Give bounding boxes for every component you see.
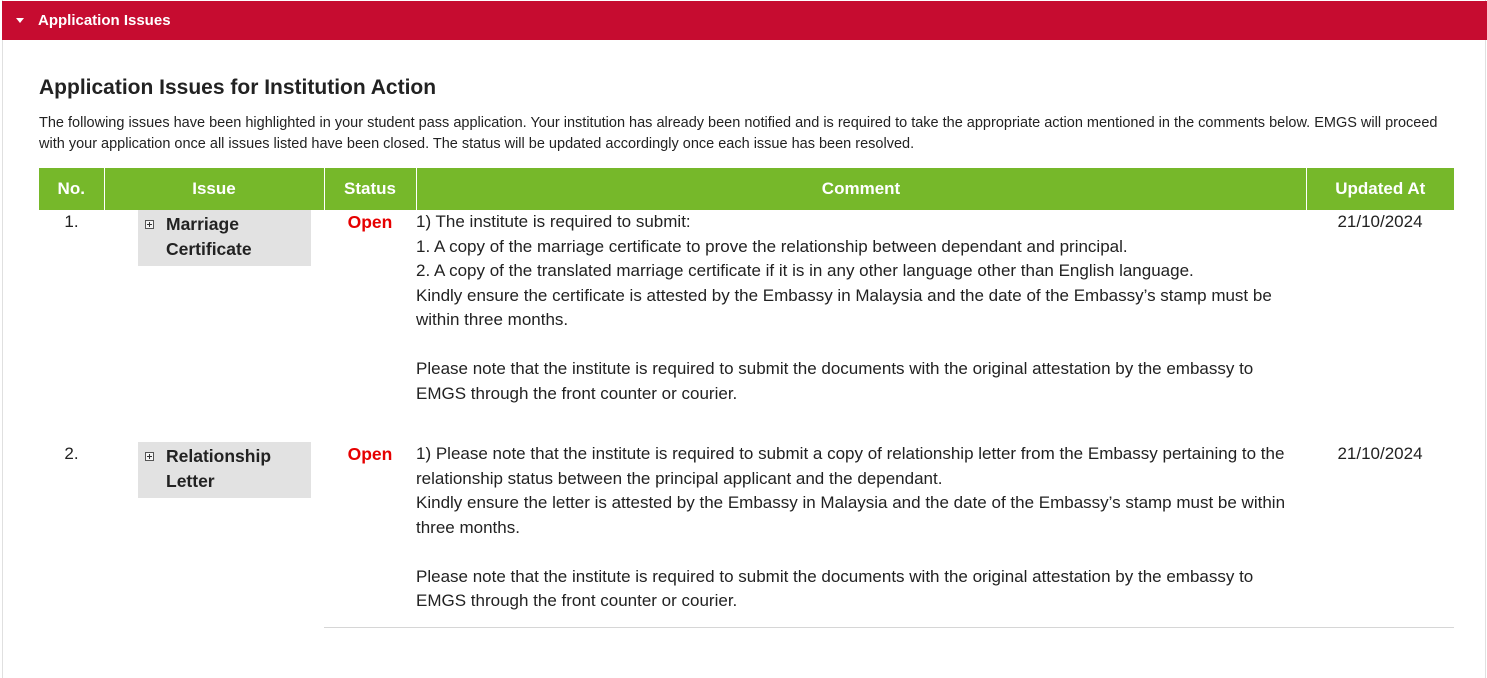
application-issues-accordion[interactable] bbox=[2, 1, 1487, 40]
column-header-updated-at: Updated At bbox=[1306, 168, 1454, 210]
table-row bbox=[39, 442, 1454, 614]
column-header-issue: Issue bbox=[104, 168, 324, 210]
table-row bbox=[39, 210, 1454, 442]
status-badge: Open bbox=[347, 212, 393, 232]
column-header-comment: Comment bbox=[416, 168, 1306, 210]
comment-cell bbox=[416, 442, 1306, 614]
row-number: 1. bbox=[64, 212, 79, 231]
comment-line: 1) Please note that the institute is required to submit a copy of relationship letter from the Embassy pertaining to the relationship status between the principal applicant and the dependant. bbox=[416, 444, 1285, 488]
comment-spacer bbox=[416, 333, 1306, 358]
comment-line: 2. A copy of the translated marriage certificate if it is in any other language other than English language. bbox=[416, 261, 1194, 280]
row-number: 2. bbox=[64, 444, 79, 463]
section-title: Application Issues for Institution Action bbox=[39, 76, 437, 99]
plus-square-icon bbox=[145, 220, 154, 229]
comment-cell bbox=[416, 210, 1306, 442]
column-header-status: Status bbox=[324, 168, 416, 210]
issue-toggle-marriage-certificate[interactable] bbox=[138, 210, 311, 266]
table-header-row bbox=[39, 168, 1454, 210]
section-description: The following issues have been highlighted in your student pass application. Your institution has already been notified and is required to take the appropriate action mentioned in the comments below. EMGS will proceed with your application once all issues listed have been closed. The status will be updated accordingly once each issue has been resolved. bbox=[39, 115, 1438, 152]
updated-at: 21/10/2024 bbox=[1337, 212, 1423, 231]
accordion-label: Application Issues bbox=[38, 12, 171, 29]
plus-square-icon bbox=[145, 452, 154, 461]
issue-title bbox=[166, 212, 252, 262]
caret-down-icon bbox=[16, 18, 24, 23]
issues-table bbox=[39, 168, 1454, 614]
comment-line: 1) The institute is required to submit: bbox=[416, 212, 691, 231]
comment-line: Kindly ensure the letter is attested by the Embassy in Malaysia and the date of the Embassy’s stamp must be within three months. bbox=[416, 493, 1286, 537]
issue-title-line: Letter bbox=[166, 471, 215, 491]
issue-title-line: Marriage bbox=[166, 214, 239, 234]
comment-line: Please note that the institute is required to submit the documents with the original attestation by the embassy to EMGS through the front counter or courier. bbox=[416, 359, 1254, 403]
issue-title-line: Certificate bbox=[166, 239, 252, 259]
column-header-no: No. bbox=[39, 168, 104, 210]
issue-title bbox=[166, 444, 271, 494]
comment-spacer bbox=[416, 540, 1306, 565]
issue-toggle-relationship-letter[interactable] bbox=[138, 442, 311, 498]
issue-title-line: Relationship bbox=[166, 446, 272, 466]
comment-line: Kindly ensure the certificate is attested by the Embassy in Malaysia and the date of the Embassy’s stamp must be within three months. bbox=[416, 285, 1272, 329]
table-bottom-divider bbox=[324, 627, 1454, 628]
comment-line: Please note that the institute is required to submit the documents with the original attestation by the embassy to EMGS through the front counter or courier. bbox=[416, 566, 1254, 610]
comment-line: 1. A copy of the marriage certificate to prove the relationship between dependant and principal. bbox=[416, 236, 1128, 256]
updated-at: 21/10/2024 bbox=[1337, 444, 1423, 463]
status-badge: Open bbox=[347, 444, 393, 464]
